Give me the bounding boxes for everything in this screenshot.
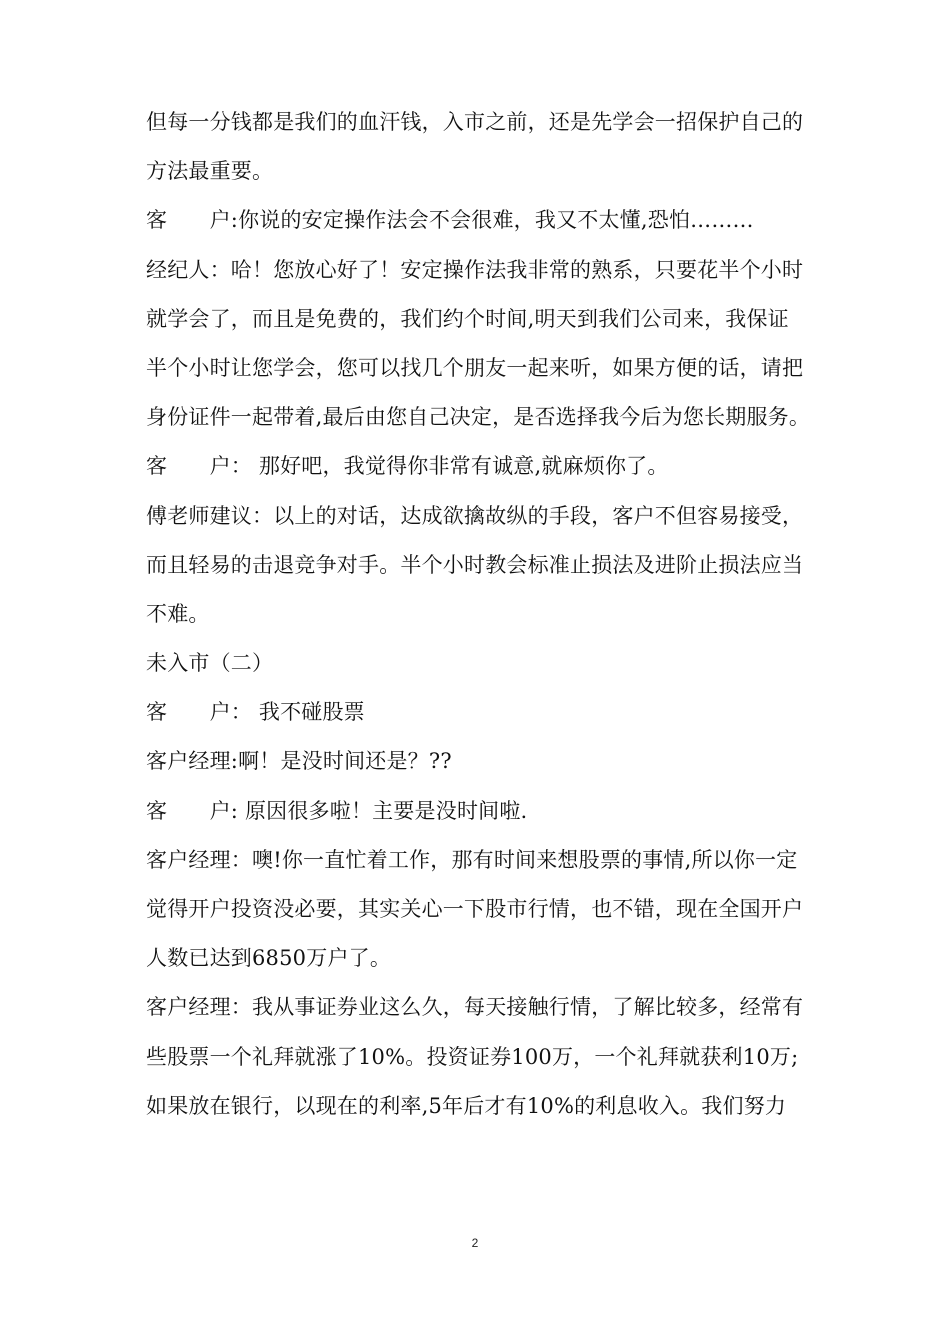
- text-line: 而且轻易的击退竞争对手。半个小时教会标准止损法及进阶止损法应当: [146, 552, 804, 577]
- text-line: 方法最重要。: [146, 159, 274, 184]
- text-line: 客户经理：我从事证券业这么久，每天接触行情，了解比较多，经常有: [146, 995, 804, 1020]
- text-line: 人数已达到6850万户了。: [146, 946, 392, 971]
- text-line: 客户经理：噢!你一直忙着工作，那有时间来想股票的事情,所以你一定: [146, 847, 798, 872]
- section-heading: 未入市（二）: [146, 651, 274, 676]
- text-line: 客 户: 原因很多啦！主要是没时间啦.: [146, 798, 528, 823]
- text-line: 但每一分钱都是我们的血汗钱，入市之前，还是先学会一招保护自己的: [146, 110, 804, 134]
- text-line: 客 户： 那好吧，我觉得你非常有诚意,就麻烦你了。: [146, 454, 669, 479]
- text-line: 不难。: [146, 601, 210, 626]
- text-line: 半个小时让您学会，您可以找几个朋友一起来听，如果方便的话，请把: [146, 355, 804, 380]
- text-line: 客 户： 我不碰股票: [146, 700, 365, 725]
- text-line: 客 户:你说的安定操作法会不会很难，我又不太懂,恐怕………: [146, 208, 754, 233]
- text-line: 就学会了，而且是免费的，我们约个时间,明天到我们公司来，我保证: [146, 306, 789, 331]
- text-line: 觉得开户投资没必要，其实关心一下股市行情，也不错，现在全国开户: [146, 897, 804, 921]
- text-line: 些股票一个礼拜就涨了10%。投资证券100万，一个礼拜就获利10万;: [146, 1044, 799, 1069]
- text-line: 经纪人：哈！您放心好了！安定操作法我非常的熟系，只要花半个小时: [146, 257, 804, 282]
- text-line: 傅老师建议：以上的对话，达成欲擒故纵的手段，客户不但容易接受，: [146, 503, 804, 528]
- page-number: 2: [471, 1236, 479, 1250]
- text-line: 身份证件一起带着,最后由您自己决定，是否选择我今后为您长期服务。: [146, 405, 811, 430]
- text-line: 客户经理:啊！是没时间还是？??: [146, 749, 452, 774]
- text-line: 如果放在银行，以现在的利率,5年后才有10%的利息收入。我们努力: [146, 1093, 787, 1118]
- document-body: [146, 98, 818, 1131]
